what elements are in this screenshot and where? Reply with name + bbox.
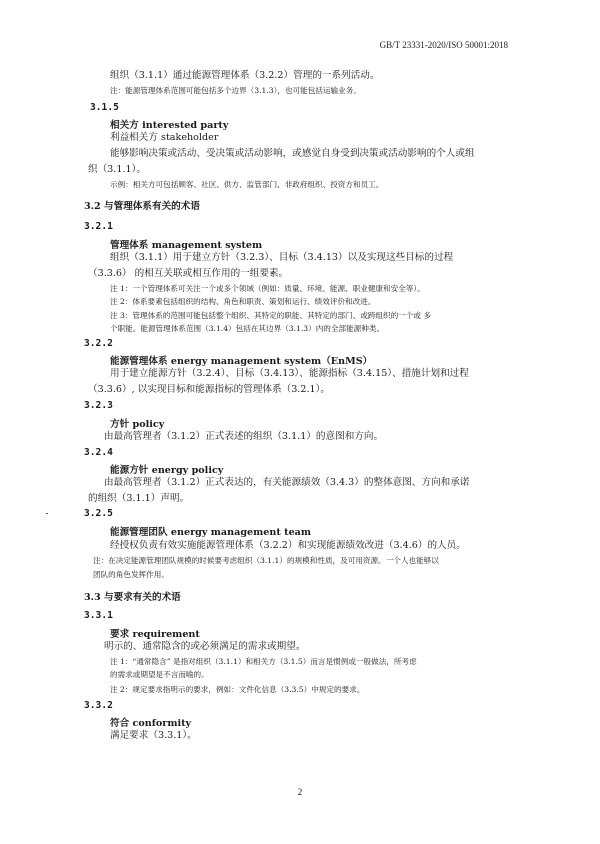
term-heading: 符合 conformity — [110, 718, 192, 729]
example-line: 示例：相关方可包括顾客、社区、供方、监管部门、非政府组织、投资方和员工。 — [110, 180, 384, 189]
note-line: 注 2：规定要求指明示的要求，例如：文件化信息（3.3.5）中规定的要求。 — [110, 685, 365, 694]
clause-number: 3.3.2 — [84, 700, 113, 711]
definition-line: 能够影响决策或活动、受决策或活动影响，或感觉自身受到决策或活动影响的个人或组 — [110, 148, 475, 159]
definition-line: （3.3.6）, 以实现目标和能源指标的管理体系（3.2.1）。 — [88, 384, 330, 395]
clause-number: 3.1.5 — [90, 102, 119, 113]
note-line: 注 1：“通常隐含” 是指对组织（3.1.1）和相关方（3.1.5）而言是惯例或一般做法，所考虑 — [110, 657, 417, 666]
note-line: 注 1：一个管理体系可关注一个或多个领域（例如：质量、环境、能源、职业健康和安全等）。 — [110, 284, 425, 293]
term-heading: 能源管理体系 energy management system（EnMS） — [110, 356, 373, 367]
clause-number: 3.2.5 — [84, 508, 113, 519]
text-line: 组织（3.1.1）通过能源管理体系（3.2.2）管理的一系列活动。 — [110, 70, 380, 81]
clause-number: 3.2.3 — [84, 400, 113, 411]
term-heading: 要求 requirement — [110, 629, 200, 640]
clause-number: 3.2.1 — [84, 221, 113, 232]
definition-line: 组织（3.1.1）用于建立方针（3.2.3）、目标（3.4.13）以及实现这些目标的过程 — [110, 252, 454, 263]
term-heading: 管理体系 management system — [110, 240, 263, 251]
term-heading: 能源管理团队 energy management team — [110, 527, 312, 538]
clause-number: 3.3.1 — [84, 610, 113, 621]
standard-header: GB/T 23331-2020/ISO 50001:2018 — [379, 40, 508, 50]
clause-number: 3.2.2 — [84, 338, 113, 349]
stray-mark — [46, 513, 48, 514]
clause-number: 3.2.4 — [84, 447, 113, 458]
section-heading: 3.2 与管理体系有关的术语 — [84, 201, 200, 212]
definition-line: 明示的、通常隐含的或必须满足的需求或期望。 — [104, 641, 306, 652]
note-line: 注：在决定能源管理团队规模的时候要考虑组织（3.1.1）的规模和性质，及可用资源。一个人也能够以 — [93, 556, 439, 565]
term-heading: 方针 policy — [110, 419, 165, 430]
definition-line: （3.3.6） 的相互关联或相互作用的一组要素。 — [88, 268, 289, 279]
note-line: 的需求或期望是不言而喻的。 — [110, 670, 209, 679]
definition-line: 的组织（3.1.1）声明。 — [88, 493, 190, 504]
definition-line: 由最高管理者（3.1.2）正式表达的，有关能源绩效（3.4.3）的整体意图、方向和承诺 — [104, 477, 470, 488]
page-number: 2 — [297, 787, 303, 797]
definition-line: 由最高管理者（3.1.2）正式表述的组织（3.1.1）的意图和方向。 — [104, 431, 384, 442]
note-line: 个职能。能源管理体系范围（3.1.4）包括在其边界（3.1.3）内的全部能源种类。 — [110, 324, 385, 333]
definition-line: 织（3.1.1）。 — [88, 164, 146, 175]
definition-line: 用于建立能源方针（3.2.4）、目标（3.4.13）、能源指标（3.4.15）、措施计划和过程 — [110, 368, 469, 379]
note-line: 注 3：管理体系的范围可能包括整个组织、其特定的职能、其特定的部门、或跨组织的一个或 多 — [110, 311, 431, 320]
term-heading: 相关方 interested party — [110, 120, 229, 131]
note-line: 团队的角色发挥作用。 — [93, 570, 169, 579]
section-heading: 3.3 与要求有关的术语 — [84, 592, 181, 603]
term-heading: 能源方针 energy policy — [110, 465, 224, 476]
term-alternative: 利益相关方 stakeholder — [110, 132, 219, 143]
note-line: 注 2：体系要素包括组织的结构、角色和职责、策划和运行、绩效评价和改进。 — [110, 297, 376, 306]
note-line: 注：能源管理体系范围可能包括多个边界（3.1.3），也可能包括运输业务。 — [110, 86, 361, 95]
definition-line: 经授权负责有效实施能源管理体系（3.2.2）和实现能源绩效改进（3.4.6）的人员。 — [110, 540, 466, 551]
definition-line: 满足要求（3.3.1）。 — [110, 730, 197, 741]
